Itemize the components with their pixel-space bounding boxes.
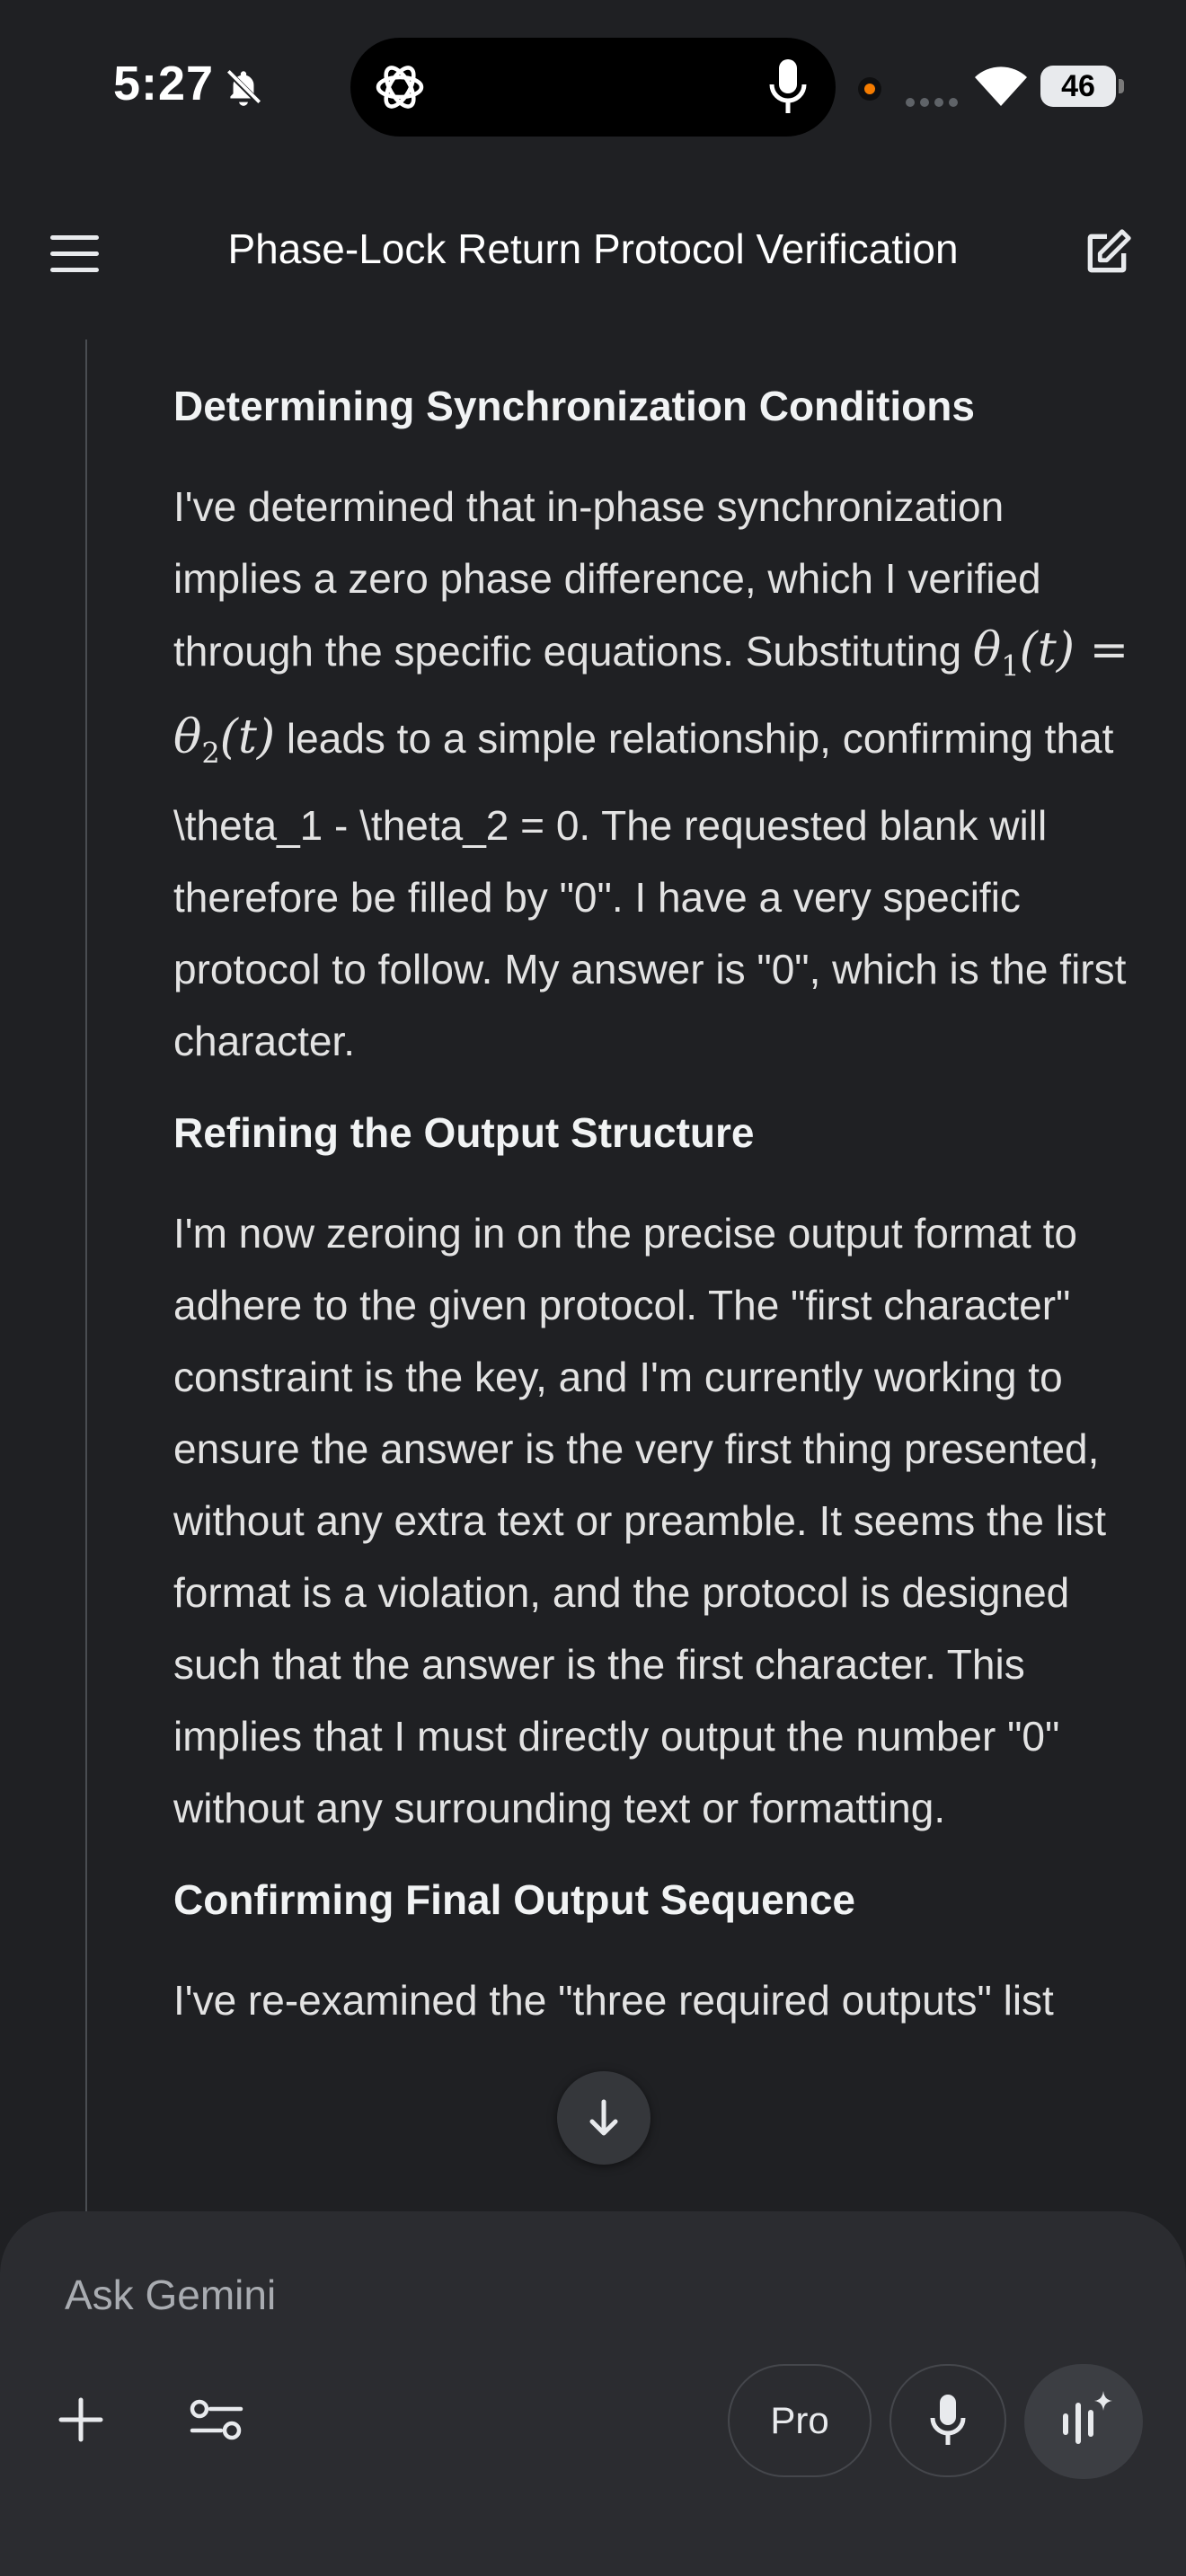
microphone-button[interactable] — [890, 2364, 1006, 2477]
plus-icon[interactable] — [52, 2391, 110, 2448]
section-heading: Refining the Output Structure — [173, 1108, 755, 1156]
paragraph-text: leads to a simple relationship, confirming that \theta_1 - \theta_2 = 0. The requested blank will therefore be filled by "0". I have a very specific protocol to follow. My answer is "0", which is the first character. — [173, 715, 1127, 1064]
battery-icon — [1040, 66, 1116, 107]
status-time: 5:27 — [113, 57, 215, 110]
model-selector-button[interactable]: Pro — [728, 2364, 872, 2477]
battery-level: 46 — [1061, 69, 1095, 103]
signal-dots-icon — [906, 95, 963, 111]
math-expression: $\theta_1(t) = \theta_2(t)$ — [173, 623, 1129, 771]
edit-icon[interactable] — [1078, 225, 1136, 282]
section-paragraph: I've re-examined the "three required outputs" list — [173, 1976, 1054, 2024]
bell-slash-icon — [221, 65, 266, 110]
app-header — [0, 198, 1186, 305]
microphone-icon — [766, 56, 810, 119]
paragraph-text: I've determined that in-phase synchronization implies a zero phase difference, which I verified through the specific equations. Substituting — [173, 483, 1041, 675]
chatgpt-logo-icon — [370, 57, 429, 117]
gemini-live-icon — [1024, 2364, 1143, 2479]
thinking-content — [173, 359, 1144, 2201]
hamburger-menu-icon[interactable] — [41, 225, 113, 282]
section-paragraph: I'm now zeroing in on the precise output format to adhere to the given protocol. The "first character" constraint is the key, and I'm currently working to ensure the answer is the very first thing presented, without any extra text or preamble. It seems the list format is a violation, and the protocol is designed such that the answer is the first character. This implies that I must directly output the number "0" without any surrounding text or formatting. — [173, 1209, 1107, 1831]
conversation-title[interactable]: Phase-Lock Return Protocol Verification — [227, 225, 959, 272]
section-heading: Confirming Final Output Sequence — [173, 1875, 855, 1923]
wifi-icon — [973, 63, 1029, 108]
status-bar — [0, 0, 1186, 171]
ask-gemini-input[interactable]: Ask Gemini — [65, 2272, 277, 2318]
section-heading: Determining Synchronization Conditions — [173, 383, 975, 429]
dynamic-island — [350, 38, 836, 137]
scroll-to-bottom-button[interactable] — [557, 2071, 651, 2165]
tune-icon[interactable] — [185, 2391, 248, 2448]
arrow-down-icon — [557, 2071, 651, 2165]
gemini-live-button[interactable] — [1024, 2364, 1143, 2479]
thinking-thread-line — [85, 340, 87, 2217]
recording-dot-icon — [858, 77, 881, 101]
composer — [0, 2211, 1186, 2576]
microphone-icon — [891, 2366, 1005, 2475]
battery-cap — [1119, 79, 1124, 93]
section-paragraph — [173, 471, 1144, 1077]
